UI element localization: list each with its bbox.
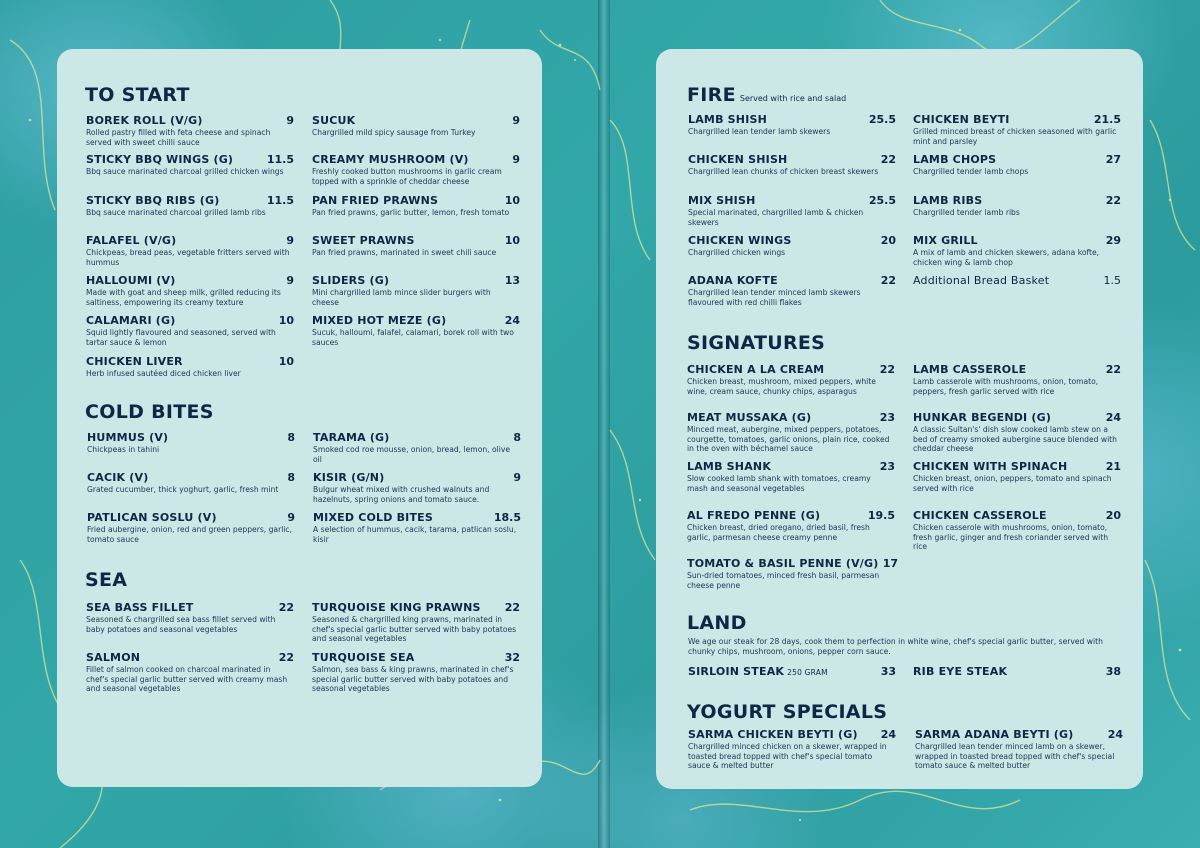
item-name: ADANA KOFTE <box>688 274 778 287</box>
item-price: 9 <box>512 114 520 127</box>
menu-item <box>86 114 294 147</box>
item-desc: Chargrilled tender lamb ribs <box>913 208 1020 217</box>
item-name: MIX SHISH <box>688 194 756 207</box>
menu-item <box>915 728 1123 771</box>
menu-item <box>87 511 295 544</box>
menu-item <box>312 194 520 218</box>
item-price: 38 <box>1105 665 1121 678</box>
item-price: 20 <box>1105 509 1121 522</box>
item-price: 22 <box>278 601 294 614</box>
item-desc: Chicken casserole with mushrooms, onion, tomato, fresh garlic, ginger and fresh coriander served with rice <box>913 523 1109 552</box>
menu-item <box>913 411 1121 454</box>
item-desc: A classic Sultan's' dish slow cooked lamb stew on a bed of creamy smoked aubergine sauce blended with cheddar cheese <box>913 425 1117 454</box>
item-desc: Chargrilled lean tender minced lamb on a skewer, wrapped in toasted bread topped with chef's special tomato sauce & melted butter <box>915 742 1115 771</box>
item-price: 19.5 <box>867 509 895 522</box>
item-price: 9 <box>287 511 295 524</box>
item-desc: Bbq sauce marinated charcoal grilled chicken wings <box>86 167 284 176</box>
item-price: 9 <box>513 471 521 484</box>
item-name: PAN FRIED PRAWNS <box>312 194 439 207</box>
item-price: 10 <box>504 234 520 247</box>
menu-item <box>688 153 896 177</box>
menu-item <box>687 557 898 590</box>
item-name: LAMB CHOPS <box>913 153 997 166</box>
item-name: MIX GRILL <box>913 234 978 247</box>
item-desc: Chargrilled tender lamb chops <box>913 167 1029 176</box>
item-desc: Lamb casserole with mushrooms, onion, tomato, peppers, fresh garlic served with rice <box>913 377 1099 396</box>
item-price: 21 <box>1105 460 1121 473</box>
menu-item <box>913 113 1121 146</box>
menu-item <box>86 274 294 307</box>
item-desc: Freshly cooked button mushrooms in garlic cream topped with a sprinkle of cheddar cheese <box>312 167 502 186</box>
item-name: BOREK ROLL (V/G) <box>86 114 203 127</box>
item-price: 8 <box>287 471 295 484</box>
item-name: CHICKEN BEYTI <box>913 113 1010 126</box>
item-desc: Special marinated, chargrilled lamb & chicken skewers <box>688 208 864 227</box>
menu-item <box>86 234 294 267</box>
item-name: HUNKAR BEGENDI (G) <box>913 411 1052 424</box>
item-desc: Made with goat and sheep milk, grilled reducing its saltiness, empowering its creamy texture <box>86 288 281 307</box>
item-price: 23 <box>879 460 895 473</box>
item-desc: Smoked cod roe mousse, onion, bread, lemon, olive oil <box>313 445 511 464</box>
item-price: 22 <box>278 651 294 664</box>
menu-item <box>313 471 521 504</box>
item-desc: Pan fried prawns, garlic butter, lemon, fresh tomato <box>312 208 510 217</box>
section-title-to-start: TO START <box>85 84 190 106</box>
item-name: AL FREDO PENNE (G) <box>687 509 821 522</box>
menu-item <box>913 460 1121 493</box>
item-name: MEAT MUSSAKA (G) <box>687 411 812 424</box>
item-name: CALAMARI (G) <box>86 314 176 327</box>
item-name: FALAFEL (V/G) <box>86 234 177 247</box>
item-desc: Chargrilled mild spicy sausage from Turkey <box>312 128 476 137</box>
section-title-signatures: SIGNATURES <box>687 332 826 354</box>
item-name: STICKY BBQ RIBS (G) <box>86 194 220 207</box>
item-name: TOMATO & BASIL PENNE (V/G) <box>687 557 879 570</box>
item-price: 20 <box>880 234 896 247</box>
menu-item <box>688 234 896 258</box>
item-name: SARMA CHICKEN BEYTI (G) <box>688 728 858 741</box>
menu-panel-left <box>57 49 542 787</box>
item-price: 10 <box>278 314 294 327</box>
item-desc: Chicken breast, mushroom, mixed peppers, white wine, cream sauce, chunky chips, asparagus <box>687 377 876 396</box>
menu-item <box>312 651 520 694</box>
land-intro: We age our steak for 28 days, cook them to perfection in white wine, chef's special garlic butter, served with chunky chips, mushroom, onions, pepper corn sauce. <box>688 637 1103 656</box>
item-name: RIB EYE STEAK <box>913 665 1008 678</box>
menu-item <box>312 234 520 258</box>
item-price: 10 <box>278 355 294 368</box>
item-desc: Chickpeas, bread peas, vegetable fritters served with hummus <box>86 248 290 267</box>
item-name: Additional Bread Basket <box>913 274 1050 287</box>
item-price: 18.5 <box>493 511 521 524</box>
item-price: 21.5 <box>1093 113 1121 126</box>
item-name: CHICKEN CASSEROLE <box>913 509 1047 522</box>
item-name: CHICKEN A LA CREAM <box>687 363 825 376</box>
item-price: 25.5 <box>868 113 896 126</box>
item-name: TURQUOISE KING PRAWNS <box>312 601 481 614</box>
item-note: 250 GRAM <box>787 668 828 677</box>
item-desc: Chickpeas in tahini <box>87 445 160 454</box>
item-name: CHICKEN LIVER <box>86 355 183 368</box>
menu-item <box>688 274 896 307</box>
item-desc: Chargrilled chicken wings <box>688 248 786 257</box>
item-desc: Fillet of salmon cooked on charcoal marinated in chef's special garlic butter served with creamy mash and seasonal vegetables <box>86 665 288 694</box>
item-name: SUCUK <box>312 114 356 127</box>
menu-item <box>86 601 294 634</box>
item-price: 22 <box>879 363 895 376</box>
menu-item <box>688 113 896 137</box>
item-name: TURQUOISE SEA <box>312 651 415 664</box>
item-desc: Chicken breast, dried oregano, dried basil, fresh garlic, parmesan cheese creamy penne <box>687 523 870 542</box>
page-spine <box>598 0 610 848</box>
item-desc: Grated cucumber, thick yoghurt, garlic, fresh mint <box>87 485 279 494</box>
menu-item <box>913 234 1121 267</box>
section-title-cold-bites: COLD BITES <box>85 401 214 423</box>
menu-item <box>687 509 895 542</box>
item-name: PATLICAN SOSLU (V) <box>87 511 217 524</box>
item-name: SALMON <box>86 651 141 664</box>
item-price: 33 <box>880 665 896 678</box>
item-price: 1.5 <box>1103 274 1121 287</box>
item-name: LAMB RIBS <box>913 194 983 207</box>
item-price: 29 <box>1105 234 1121 247</box>
item-desc: Bulgur wheat mixed with crushed walnuts and hazelnuts, spring onions and tomato sauce. <box>313 485 490 504</box>
section-title-land: LAND <box>687 612 747 634</box>
item-desc: Salmon, sea bass & king prawns, marinated in chef's special garlic butter served with baby potatoes and seasonal vegetables <box>312 665 514 694</box>
item-name: MIXED COLD BITES <box>313 511 434 524</box>
item-price: 9 <box>286 114 294 127</box>
item-price: 11.5 <box>266 153 294 166</box>
item-price: 24 <box>1105 411 1121 424</box>
item-price: 24 <box>880 728 896 741</box>
item-name: CREAMY MUSHROOM (V) <box>312 153 469 166</box>
item-desc: Chargrilled lean chunks of chicken breast skewers <box>688 167 879 176</box>
item-name: KISIR (G/N) <box>313 471 385 484</box>
item-price: 11.5 <box>266 194 294 207</box>
item-desc: Fried aubergine, onion, red and green peppers, garlic, tomato sauce <box>87 525 293 544</box>
item-desc: Chicken breast, onion, peppers, tomato and spinach served with rice <box>913 474 1112 493</box>
section-subtitle: Served with rice and salad <box>739 94 847 103</box>
menu-item <box>312 114 520 138</box>
menu-item <box>313 431 521 464</box>
item-desc: Minced meat, aubergine, mixed peppers, potatoes, courgette, tomatoes, garlic onions, plain rice, cooked in the oven with béchamel sauce <box>687 425 890 454</box>
item-name: STICKY BBQ WINGS (G) <box>86 153 234 166</box>
item-name: LAMB SHISH <box>688 113 768 126</box>
item-name: TARAMA (G) <box>313 431 390 444</box>
menu-item <box>688 194 896 227</box>
menu-item <box>312 601 520 644</box>
item-name: LAMB SHANK <box>687 460 772 473</box>
item-price: 17 <box>882 557 898 570</box>
menu-item <box>913 509 1121 552</box>
item-price: 9 <box>286 234 294 247</box>
item-desc: Slow cooked lamb shank with tomatoes, creamy mash and seasonal vegetables <box>687 474 871 493</box>
item-name: SWEET PRAWNS <box>312 234 415 247</box>
item-name: CHICKEN WINGS <box>688 234 792 247</box>
item-desc: Sucuk, halloumi, falafel, calamari, borek roll with two sauces <box>312 328 514 347</box>
item-price: 22 <box>1105 194 1121 207</box>
menu-item <box>913 194 1121 218</box>
item-name: CHICKEN WITH SPINACH <box>913 460 1068 473</box>
item-price: 10 <box>504 194 520 207</box>
item-name <box>688 665 896 678</box>
section-title-fire <box>687 84 846 106</box>
item-desc: Chargrilled lean tender lamb skewers <box>688 127 831 136</box>
item-price: 25.5 <box>868 194 896 207</box>
item-price: 13 <box>504 274 520 287</box>
menu-panel-right <box>656 49 1143 789</box>
menu-item <box>312 314 520 347</box>
item-name: HALLOUMI (V) <box>86 274 176 287</box>
item-price: 22 <box>880 274 896 287</box>
item-name: SLIDERS (G) <box>312 274 390 287</box>
item-desc: A selection of hummus, cacik, tarama, patlican soslu, kisir <box>313 525 517 544</box>
item-desc: A mix of lamb and chicken skewers, adana kofte, chicken wing & lamb chop <box>913 248 1100 267</box>
menu-item <box>688 665 896 678</box>
menu-item <box>913 665 1121 678</box>
menu-item <box>688 728 896 771</box>
item-desc: Rolled pastry filled with feta cheese and spinach served with sweet chilli sauce <box>86 128 271 147</box>
menu-item <box>312 274 520 307</box>
menu-item <box>913 153 1121 177</box>
item-desc: Pan fried prawns, marinated in sweet chili sauce <box>312 248 497 257</box>
item-desc: Grilled minced breast of chicken seasoned with garlic mint and parsley <box>913 127 1117 146</box>
menu-item <box>687 411 895 454</box>
item-price: 27 <box>1105 153 1121 166</box>
item-price: 24 <box>504 314 520 327</box>
item-name: HUMMUS (V) <box>87 431 169 444</box>
menu-item <box>687 363 895 396</box>
item-desc: Bbq sauce marinated charcoal grilled lamb ribs <box>86 208 266 217</box>
menu-item <box>87 471 295 495</box>
item-desc: Seasoned & chargrilled sea bass fillet served with baby potatoes and seasonal vegetables <box>86 615 276 634</box>
menu-item <box>87 431 295 455</box>
menu-item <box>313 511 521 544</box>
menu-item <box>86 355 294 379</box>
item-desc: Herb infused sautéed diced chicken liver <box>86 369 241 378</box>
item-name: SEA BASS FILLET <box>86 601 194 614</box>
item-price: 8 <box>513 431 521 444</box>
item-desc: Mini chargrilled lamb mince slider burgers with cheese <box>312 288 491 307</box>
item-price: 24 <box>1107 728 1123 741</box>
item-name: CACIK (V) <box>87 471 149 484</box>
menu-item <box>86 651 294 694</box>
item-desc: Sun-dried tomatoes, minced fresh basil, parmesan cheese penne <box>687 571 880 590</box>
item-name: LAMB CASSEROLE <box>913 363 1027 376</box>
menu-item <box>687 460 895 493</box>
section-title-sea: SEA <box>85 569 128 591</box>
menu-item <box>312 153 520 186</box>
item-name: SARMA ADANA BEYTI (G) <box>915 728 1074 741</box>
section-title-text: FIRE <box>687 84 736 106</box>
menu-item <box>913 363 1121 396</box>
item-desc: Chargrilled minced chicken on a skewer, wrapped in toasted bread topped with chef's special tomato sauce & melted butter <box>688 742 887 771</box>
menu-item <box>913 274 1121 287</box>
item-name: MIXED HOT MEZE (G) <box>312 314 447 327</box>
item-price: 22 <box>504 601 520 614</box>
item-desc: Squid lightly flavoured and seasoned, served with tartar sauce & lemon <box>86 328 276 347</box>
item-name: CHICKEN SHISH <box>688 153 788 166</box>
item-price: 22 <box>1105 363 1121 376</box>
item-price: 22 <box>880 153 896 166</box>
item-price: 9 <box>286 274 294 287</box>
item-price: 23 <box>879 411 895 424</box>
menu-item <box>86 314 294 347</box>
item-price: 8 <box>287 431 295 444</box>
item-desc: Seasoned & chargrilled king prawns, marinated in chef's special garlic butter served with baby potatoes and seasonal vegetables <box>312 615 517 644</box>
item-name-text: SIRLOIN STEAK <box>688 665 785 678</box>
item-desc: Chargrilled lean tender minced lamb skewers flavoured with red chilli flakes <box>688 288 861 307</box>
menu-item <box>86 194 294 218</box>
item-price: 9 <box>512 153 520 166</box>
menu-item <box>86 153 294 177</box>
section-title-yogurt-specials: YOGURT SPECIALS <box>687 701 888 723</box>
item-price: 32 <box>504 651 520 664</box>
